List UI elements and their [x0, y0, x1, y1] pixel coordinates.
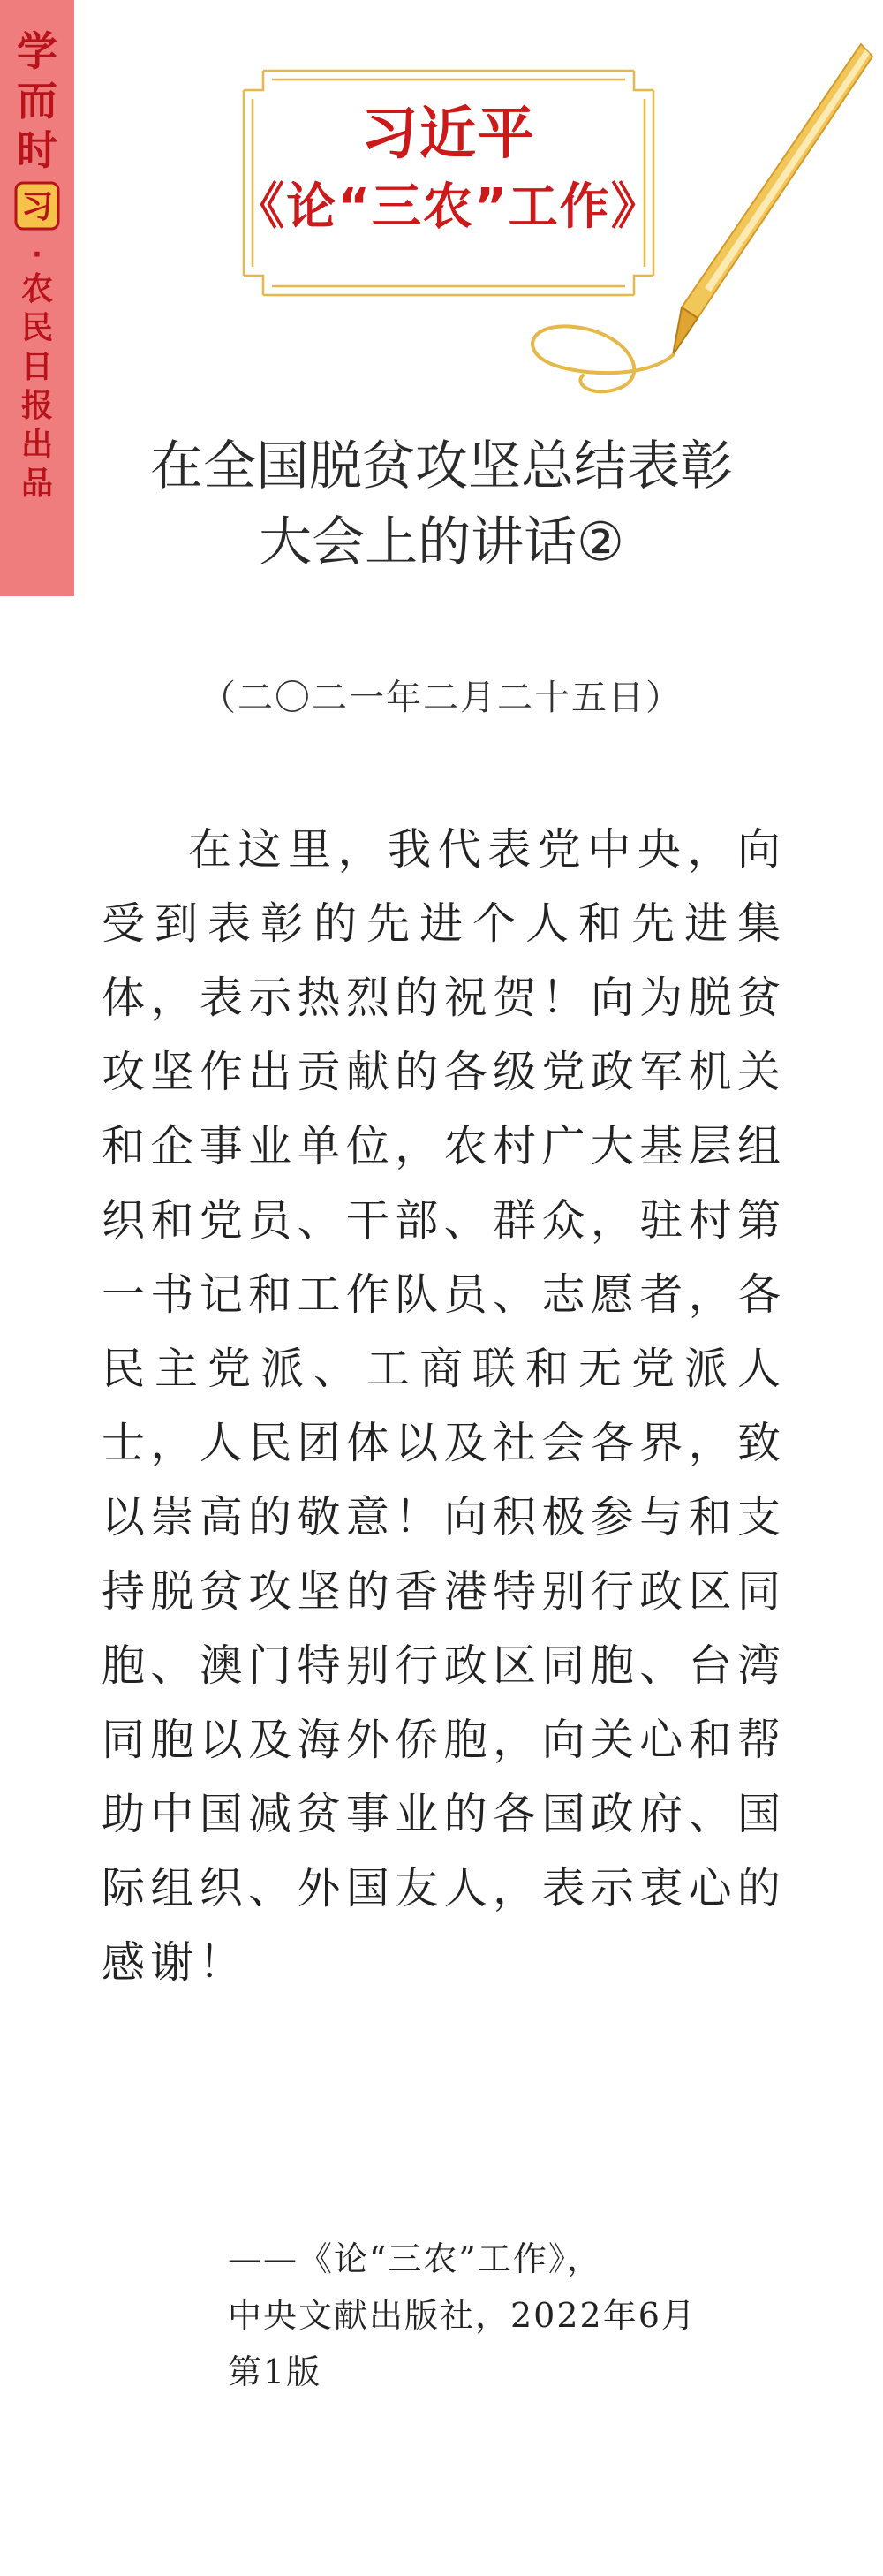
body-paragraph: 在这里，我代表党中央，向受到表彰的先进个人和先进集体，表示热烈的祝贺！向为脱贫攻坚作出贡献的各级党政军机关和企事业单位，农村广大基层组织和党员、干部、群众，驻村第一书记和工作队员、志愿者，各民主党派、工商联和无党派人士，人民团体以及社会各界，致以崇高的敬意！向积极参与和支持脱贫攻坚的香港特别行政区同胞、澳门特别行政区同胞、台湾同胞以及海外侨胞，向关心和帮助中国减贫事业的各国政府、国际组织、外国友人，表示衷心的感谢！: [102, 824, 786, 1988]
banner-sub-char: 出: [20, 427, 53, 463]
banner-sub-char: 农: [20, 271, 53, 307]
fountain-pen-icon: [521, 27, 874, 398]
banner-char: 时: [17, 126, 57, 174]
source-line-1: ——《论“三农”工作》，: [228, 2239, 602, 2278]
book-title: 《论“三农”工作》: [235, 178, 662, 236]
author-title: 习近平: [361, 102, 536, 167]
speech-date: （二〇二一年二月二十五日）: [200, 678, 683, 718]
xi-emblem-icon: [13, 180, 61, 231]
speech-title-line-2: 大会上的讲话②: [259, 511, 624, 573]
emblem-char: 习: [20, 189, 54, 225]
side-banner: [0, 0, 74, 596]
source-citation: [228, 2231, 828, 2400]
banner-sub-char: 日: [20, 349, 53, 385]
banner-subtitle: [21, 270, 53, 504]
banner-char: 而: [17, 77, 57, 125]
banner-sub-char: 品: [20, 466, 53, 502]
banner-sub-char: 报: [20, 388, 53, 424]
banner-char: 学: [17, 27, 57, 75]
banner-sub-char: 民: [20, 310, 53, 346]
banner-title: [17, 27, 57, 175]
speech-title: [88, 428, 795, 580]
source-line-3: 第1版: [228, 2352, 322, 2391]
source-line-2: 中央文献出版社，2022年6月: [228, 2296, 697, 2335]
speech-title-line-1: 在全国脱贫攻坚总结表彰: [150, 436, 733, 497]
banner-dot: ·: [32, 239, 42, 270]
